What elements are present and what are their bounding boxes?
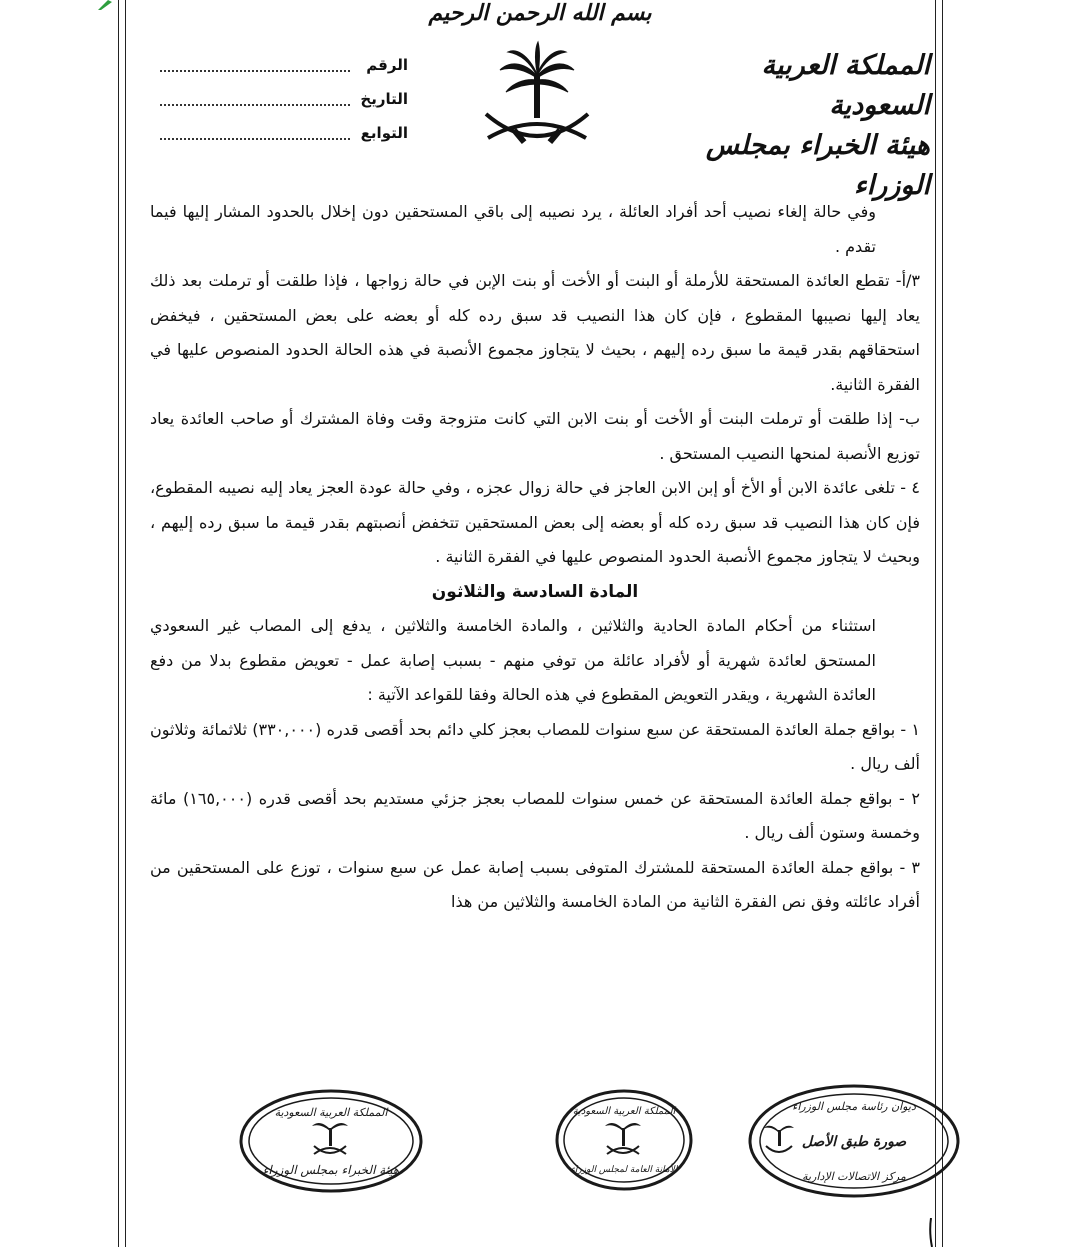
reference-number-dots [160, 70, 350, 72]
stamp-left-top-text: المملكة العربية السعودية [274, 1106, 388, 1119]
stamp-right-bottom-text: مركز الاتصالات الإدارية [802, 1170, 906, 1183]
reference-number-label: الرقم [366, 56, 408, 74]
paragraph-article-36-intro: استثناء من أحكام المادة الحادية والثلاثين ، والمادة الخامسة والثلاثين ، يدفع إلى المصاب غير السعودي المستحق لعائدة شهرية أو لأفراد عائلة من توفي منهم - بسبب إصابة عمل - تعويض مقطوع بدلا من دفع العائدة الشهرية ، ويقدر التعويض المقطوع في هذه الحالة وفقا للقواعد الآتية : [150, 616, 876, 704]
green-margin-mark [98, 0, 112, 10]
letterhead-kingdom-line: المملكة العربية السعودية [761, 50, 930, 121]
letterhead-authority-line: هيئة الخبراء بمجلس الوزراء [705, 130, 930, 201]
stamp-experts-commission [238, 1088, 424, 1194]
paragraph-4: ٤ - تلغى عائدة الابن أو الأخ أو إبن الابن العاجز في حالة زوال عجزه ، وفي حالة عودة العجز يعاد إليه نصيبه المقطوع، فإن كان هذا النصيب قد سبق رده كله أو بعضه إلى بعض المستحقين تتخفض أنصبتهم بقدر قيمة ما سبق رده إليهم ، وبحيث لا يتجاوز مجموع الأنصبة الحدود المنصوص عليها في الفقرة الثانية . [150, 478, 920, 566]
paragraph-3a: ٣/أ- تقطع العائدة المستحقة للأرملة أو البنت أو الأخت أو بنت الإبن في حالة زواجها ، فإذا طلقت أو ترملت بعد ذلك يعاد إليها نصيبها المقطوع ، فإن كان هذا النصيب قد سبق رده كله أو بعضه على بعض المستحقين ، فيخفض استحقاقهم بقدر قيمة ما سبق رده إليهم ، بحيث لا يتجاوز مجموع الأنصبة في هذه الحالة الحدود المنصوص عليها في الفقرة الثانية. [150, 271, 920, 394]
attachments-dots [160, 138, 350, 140]
left-border-line [118, 0, 126, 1247]
stamp-right-top-text: ديوان رئاسة مجلس الوزراء [792, 1100, 916, 1113]
article-36-heading: المادة السادسة والثلاثون [431, 581, 639, 602]
rule-3: ٣ - بواقع جملة العائدة المستحقة للمشترك المتوفى بسبب إصابة عمل عن سبع سنوات ، توزع على المستحقين من أفراد عائلته وفق نص الفقرة الثانية من المادة الخامسة والثلاثين من هذا [150, 857, 920, 911]
stamp-left-emblem-icon [312, 1123, 348, 1154]
date-field [160, 90, 420, 116]
letterhead-org [690, 46, 930, 206]
attachments-field [160, 124, 420, 150]
stamp-middle-bottom-text: الأمانة العامة لمجلس الوزراء [570, 1165, 678, 1175]
document-body [150, 195, 920, 920]
paragraph-cancellation: وفي حالة إلغاء نصيب أحد أفراد العائلة ، يرد نصيبه إلى باقي المستحقين دون إخلال بالحدود المشار إليها فيما تقدم . [150, 202, 876, 256]
stamp-middle-top-text: المملكة العربية السعودية [572, 1106, 676, 1117]
date-dots [160, 104, 350, 106]
stamp-right-middle-text: صورة طبق الأصل [801, 1134, 907, 1150]
attachments-label: التوابع [360, 124, 408, 142]
saudi-emblem-icon [478, 40, 596, 164]
stamp-left-bottom-text: هيئة الخبراء بمجلس الوزراء [262, 1163, 400, 1177]
stamp-certified-copy [746, 1082, 962, 1200]
stamp-right-emblem-icon [764, 1126, 794, 1152]
margin-scratch-mark [926, 1218, 936, 1247]
reference-number-field [160, 56, 420, 82]
stamp-general-secretariat [554, 1088, 694, 1192]
stamp-middle-emblem-icon [605, 1123, 641, 1154]
date-label: التاريخ [360, 90, 408, 108]
rule-2: ٢ - بواقع جملة العائدة المستحقة عن خمس سنوات للمصاب بعجز جزئي مستديم بحد أقصى قدره (١٦٥,٠٠٠) مائة وخمسة وستون ألف ريال . [150, 788, 920, 842]
basmala-heading: بسم الله الرحمن الرحيم [428, 0, 652, 26]
rule-1: ١ - بواقع جملة العائدة المستحقة عن سبع سنوات للمصاب بعجز كلي دائم بحد أقصى قدره (٣٣٠,٠٠٠) ثلاثمائة وثلاثون ألف ريال . [150, 719, 920, 773]
right-border-line [935, 0, 943, 1247]
paragraph-3b: ب- إذا طلقت أو ترملت البنت أو الأخت أو بنت الابن التي كانت متزوجة وقت وفاة المشترك أو صاحب العائدة يعاد توزيع الأنصبة لمنحها النصيب المستحق . [150, 409, 920, 463]
